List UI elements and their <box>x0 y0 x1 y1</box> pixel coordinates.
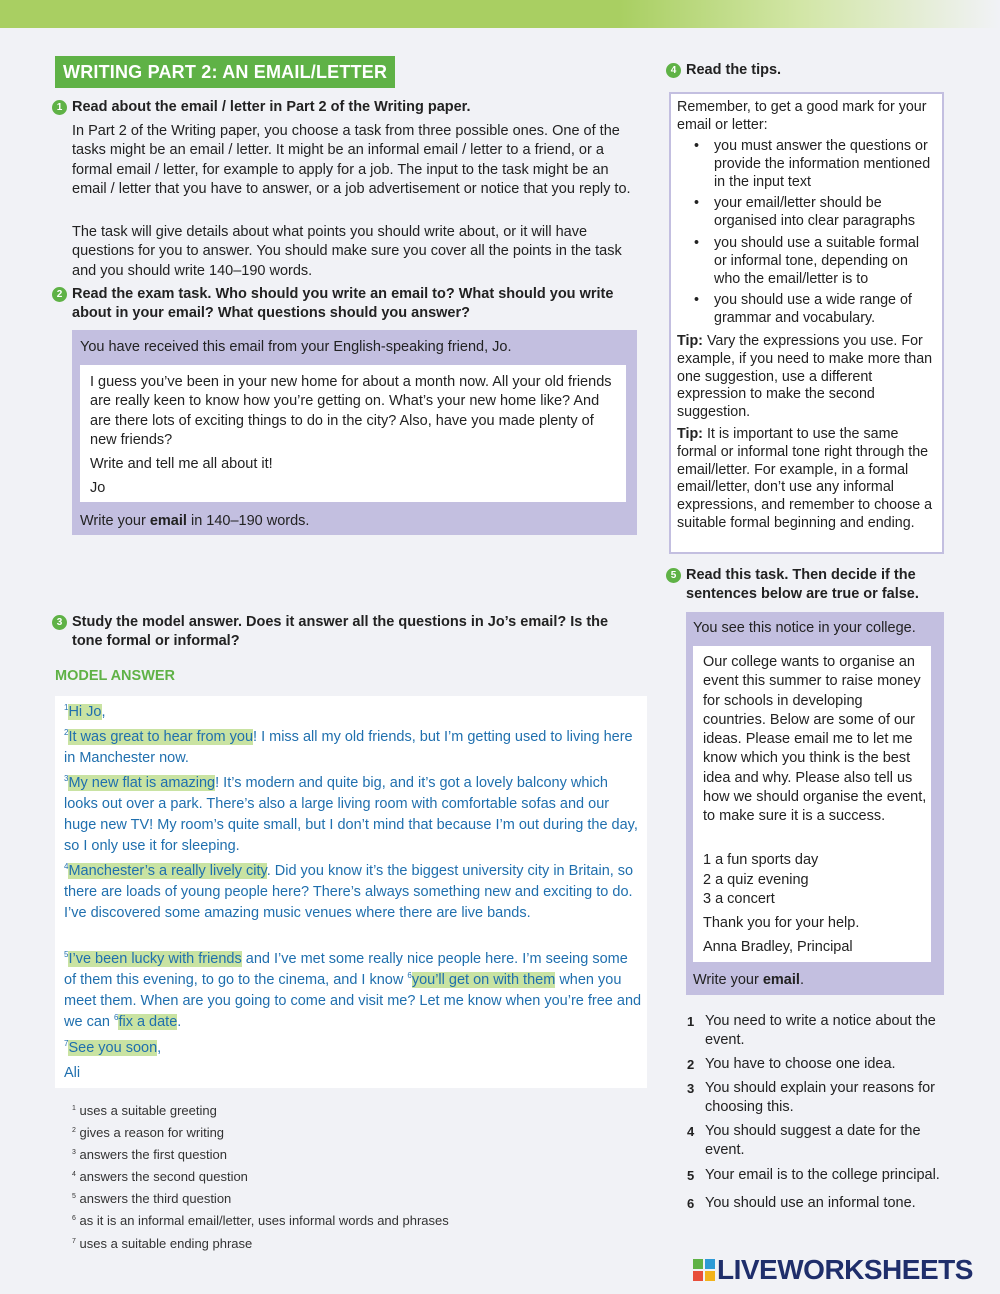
question-1 <box>52 98 642 117</box>
statement-text: You should use an informal tone. <box>705 1195 916 1211</box>
highlight: It was great to hear from you <box>68 729 254 745</box>
question-number-5: 5 <box>666 568 681 583</box>
statement-number: 5 <box>687 1168 695 1183</box>
marker: 7 <box>64 1039 69 1048</box>
notice-signature: Anna Bradley, Principal <box>703 939 853 955</box>
footnote <box>72 1169 248 1184</box>
footnote-number: 5 <box>72 1193 76 1200</box>
notice-thanks: Thank you for your help. <box>703 915 860 931</box>
statement-number: 2 <box>687 1057 695 1072</box>
text: when you meet them. When are you going to come and visit me? Let me know when you’re free and we can <box>64 972 642 1030</box>
instruction-text: Write your <box>693 972 763 988</box>
footnote-number: 7 <box>72 1238 76 1245</box>
highlight: fix a date <box>118 1014 178 1030</box>
footnote-number: 3 <box>72 1149 76 1156</box>
statement-text: You should explain your reasons for choosing this. <box>705 1080 936 1115</box>
jo-email <box>80 365 626 502</box>
tip-bullet: • you should use a suitable formal or informal tone, depending on who the email/letter is to <box>694 235 934 288</box>
top-banner <box>0 0 1000 28</box>
footnote-text: answers the third question <box>79 1191 232 1206</box>
exam-task-instruction <box>80 512 309 531</box>
tip-2-text: It is important to use the same formal or informal tone right through the email/letter. For example, in a formal email/letter, don’t use any informal expressions, and remember to choose a suitable formal beginning and ending. <box>677 426 933 531</box>
highlight: Hi Jo <box>68 704 102 720</box>
exam-task-box <box>72 330 637 535</box>
tip-2 <box>677 426 939 533</box>
highlight: My new flat is amazing <box>68 775 216 791</box>
footnote <box>72 1125 224 1140</box>
liveworksheets-logo[interactable] <box>693 1254 973 1286</box>
tip-bullet: • your email/letter should be organised into clear paragraphs <box>694 195 934 231</box>
statement <box>687 1055 952 1074</box>
tip-1-text: Vary the expressions you use. For example, if you need to make more than one suggestion, use a different expression to make the second suggestion. <box>677 333 933 421</box>
text: . <box>177 1014 182 1030</box>
tip-1 <box>677 333 939 422</box>
notice-instruction <box>693 971 804 990</box>
statement-text: Your email is to the college principal. <box>705 1167 940 1183</box>
model-greeting: $^1$Hi Jo, <box>64 703 106 720</box>
notice-option: 3 a concert <box>703 891 775 907</box>
footnote-number: 2 <box>72 1127 76 1134</box>
marker: 3 <box>64 774 69 783</box>
question-number-1: 1 <box>52 100 67 115</box>
notice-body: Our college wants to organise an event this summer to raise money for schools in developing countries. Below are some of our ideas. Please email me to let me know which you think is the best idea and why. Please also tell us how we should organise the event, to make sure it is a success. <box>703 654 927 825</box>
highlight: you’ll get on with them <box>411 972 556 988</box>
tip-bullet-text: you should use a wide range of grammar and vocabulary. <box>714 292 912 326</box>
question-2-text: Read the exam task. Who should you write an email to? What should you write about in your email? What questions should you answer? <box>72 286 614 321</box>
footnote-text: gives a reason for writing <box>79 1125 225 1140</box>
footnote-number: 1 <box>72 1105 76 1112</box>
footnote <box>72 1147 227 1162</box>
q1-paragraph-2: The task will give details about what points you should write about, or it will have questions for you to answer. You should make sure you cover all the points in the task and you should write 140–190 words. <box>72 224 622 279</box>
jo-email-signature: Jo <box>90 480 106 496</box>
jo-email-body: I guess you’ve been in your new home for about a month now. All your old friends are really keen to know how you’re getting on. What’s your new home like? And are there lots of exciting things to do in the city? Also, have you made plenty of new friends? <box>90 374 612 448</box>
footnote-number: 4 <box>72 1171 76 1178</box>
question-5-text: Read this task. Then decide if the sentences below are true or false. <box>686 567 919 602</box>
tip-bullet-text: you must answer the questions or provide the information mentioned in the input text <box>714 138 931 190</box>
tip-label: Tip: <box>677 426 703 442</box>
text: ! I miss all my old friends, but I’m getting used to living here in Manchester now. <box>64 729 633 766</box>
q1-paragraph-1: In Part 2 of the Writing paper, you choose a task from three possible ones. One of the tasks might be an email / letter. It might be an informal email / letter to a friend, or a formal email / letter, for example to apply for a job. The input to the task might be an email / letter that you have to answer, or a job advertisement or notice that you reply to. <box>72 123 631 197</box>
marker: 6 <box>407 971 412 980</box>
marker: 6 <box>113 1013 119 1022</box>
text: ! It’s modern and quite big, and it’s got a lovely balcony which looks out over a park. There’s also a large living room with comfortable sofas and our huge new TV! My room’s quite small, but I don’t mind that because I’m out during the day, so I only use it for sleeping. <box>64 775 638 854</box>
footnote <box>72 1191 231 1206</box>
college-notice <box>693 646 931 962</box>
statement <box>687 1012 952 1050</box>
footnote <box>72 1103 217 1118</box>
model-paragraph-2 <box>64 773 642 857</box>
marker: 1 <box>64 703 69 712</box>
model-paragraph-4 <box>64 949 642 1033</box>
question-number-3: 3 <box>52 615 67 630</box>
footnote-text: answers the second question <box>79 1169 248 1184</box>
highlight: See you soon <box>68 1040 158 1056</box>
page-title: WRITING PART 2: AN EMAIL/LETTER <box>55 56 395 88</box>
logo-icon <box>693 1259 715 1281</box>
model-paragraph-1 <box>64 727 642 769</box>
tips-box <box>669 92 944 554</box>
statement <box>687 1079 952 1117</box>
footnote-number: 6 <box>72 1215 76 1222</box>
text: and I’ve met some really nice people here. I’m seeing some of them this evening, to go to the cinema, and I know <box>64 951 628 988</box>
notice-option: 1 a fun sports day <box>703 852 819 868</box>
footnote <box>72 1236 252 1251</box>
question-3-text: Study the model answer. Does it answer all the questions in Jo’s email? Is the tone formal or informal? <box>72 614 609 649</box>
question-4-text: Read the tips. <box>686 62 782 78</box>
marker: 2 <box>64 728 69 737</box>
model-answer-label: MODEL ANSWER <box>55 668 176 684</box>
jo-email-line: Write and tell me all about it! <box>90 456 273 472</box>
model-signoff: Ali <box>64 1065 81 1081</box>
statement <box>687 1166 962 1185</box>
question-number-4: 4 <box>666 63 681 78</box>
question-number-2: 2 <box>52 287 67 302</box>
question-4 <box>666 61 956 80</box>
footnote-text: uses a suitable greeting <box>79 1103 217 1118</box>
instruction-text: Write your <box>80 513 150 529</box>
notice-task-box <box>686 612 944 995</box>
question-2 <box>52 285 642 323</box>
marker: 5 <box>64 950 69 959</box>
footnote-text: as it is an informal email/letter, uses informal words and phrases <box>79 1213 449 1228</box>
tip-bullet-text: your email/letter should be organised into clear paragraphs <box>714 195 916 229</box>
instruction-bold: email <box>149 513 187 529</box>
question-1-text: Read about the email / letter in Part 2 of the Writing paper. <box>72 99 471 115</box>
footnote-text: uses a suitable ending phrase <box>79 1236 253 1251</box>
instruction-text-end: . <box>799 972 804 988</box>
tips-intro: Remember, to get a good mark for your email or letter: <box>677 99 927 133</box>
model-closing: $^7$See you soon, <box>64 1039 162 1056</box>
model-paragraph-3 <box>64 861 642 924</box>
statement-text: You have to choose one idea. <box>705 1056 896 1072</box>
instruction-bold: email <box>762 972 800 988</box>
highlight: I’ve been lucky with friends <box>68 951 242 967</box>
statement-number: 3 <box>687 1081 695 1096</box>
statement-number: 6 <box>687 1196 695 1211</box>
footnote-text: answers the first question <box>79 1147 227 1162</box>
statement-text: You should suggest a date for the event. <box>705 1123 921 1158</box>
statement-number: 4 <box>687 1124 695 1139</box>
tip-bullet-text: you should use a suitable formal or informal tone, depending on who the email/letter is to <box>714 235 920 287</box>
notice-intro: You see this notice in your college. <box>693 620 916 636</box>
instruction-text-end: in 140–190 words. <box>186 513 310 529</box>
footnote <box>72 1213 449 1228</box>
text: . Did you know it’s the biggest university city in Britain, so there are loads of young people here? There’s always something new and exciting to do. I’ve discovered some amazing music venues where there are live bands. <box>64 863 634 921</box>
tip-bullet: • you must answer the questions or provide the information mentioned in the input text <box>694 138 934 191</box>
statement <box>687 1194 952 1213</box>
question-3 <box>52 613 642 651</box>
question-5 <box>666 566 956 604</box>
tip-bullet: • you should use a wide range of grammar and vocabulary. <box>694 292 934 328</box>
exam-task-intro: You have received this email from your English-speaking friend, Jo. <box>80 339 512 355</box>
model-answer <box>55 696 647 1088</box>
tip-label: Tip: <box>677 333 703 349</box>
statement-number: 1 <box>687 1014 695 1029</box>
highlight: Manchester’s a really lively city <box>68 863 267 879</box>
marker: 4 <box>64 862 69 871</box>
logo-text: LIVEWORKSHEETS <box>717 1254 973 1285</box>
statement-text: You need to write a notice about the event. <box>705 1013 936 1048</box>
statement <box>687 1122 952 1160</box>
notice-option: 2 a quiz evening <box>703 872 809 888</box>
